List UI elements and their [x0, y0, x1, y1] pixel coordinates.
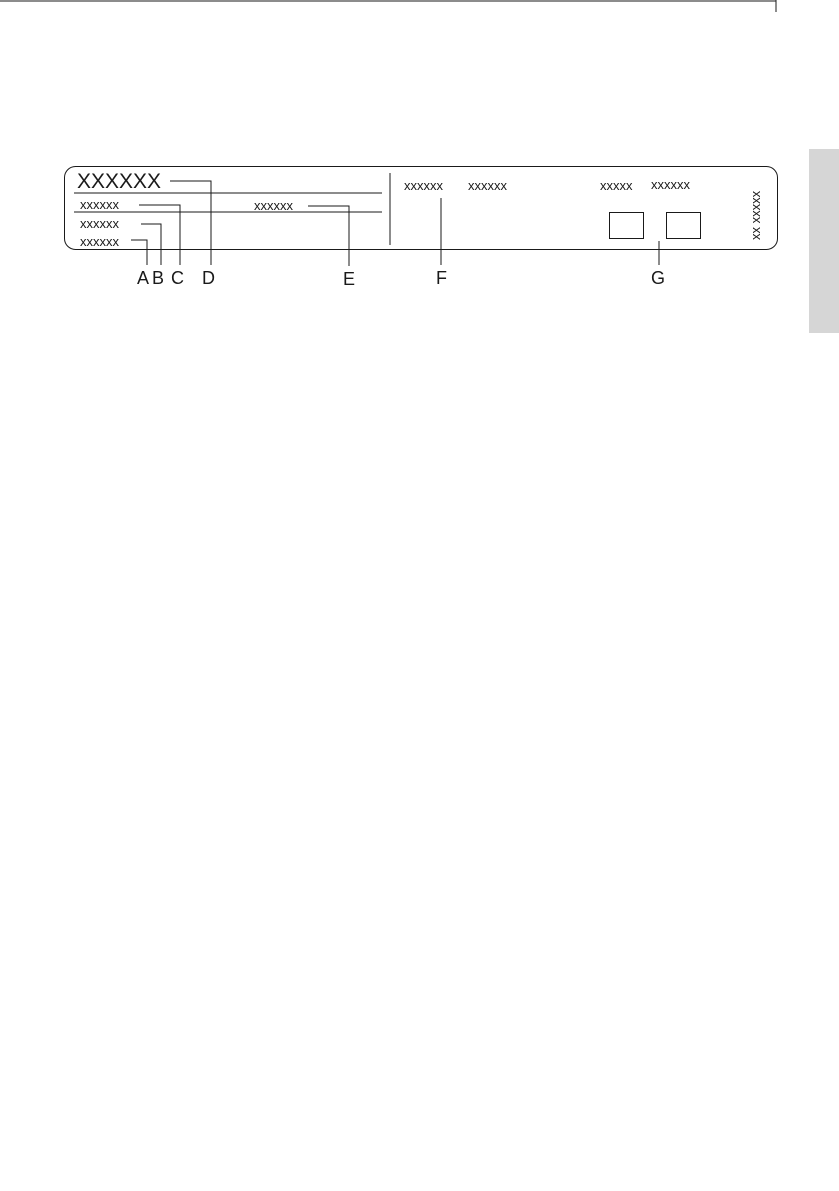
field-right-2-text: xxxxxx: [468, 178, 507, 193]
label-box-right: [667, 213, 701, 239]
field-top-right-1-text: xxxxx: [600, 178, 633, 193]
callout-f: F: [436, 268, 447, 288]
leader-line-a: [131, 240, 147, 265]
field-2-text: xxxxxx: [80, 216, 119, 231]
field-large-text: XXXXXX: [77, 170, 162, 193]
label-diagram: [0, 0, 839, 300]
callout-g: G: [651, 268, 666, 288]
field-vertical-text: xx xxxxx: [748, 190, 763, 240]
field-mid-text: xxxxxx: [254, 198, 293, 213]
field-3-text: xxxxxx: [80, 234, 119, 249]
leader-line-d: [170, 181, 211, 265]
callout-e: E: [343, 269, 356, 289]
callout-a: A: [137, 268, 150, 288]
leader-line-b: [141, 224, 161, 265]
field-1-text: xxxxxx: [80, 197, 119, 212]
callout-d: D: [202, 268, 215, 288]
callout-c: C: [171, 268, 184, 288]
field-right-1-text: xxxxxx: [404, 178, 443, 193]
leader-line-e: [308, 206, 349, 266]
callout-b: B: [152, 268, 165, 288]
leader-line-c: [139, 205, 180, 265]
label-box-left: [610, 213, 644, 239]
field-top-right-2-text: xxxxxx: [651, 177, 690, 192]
